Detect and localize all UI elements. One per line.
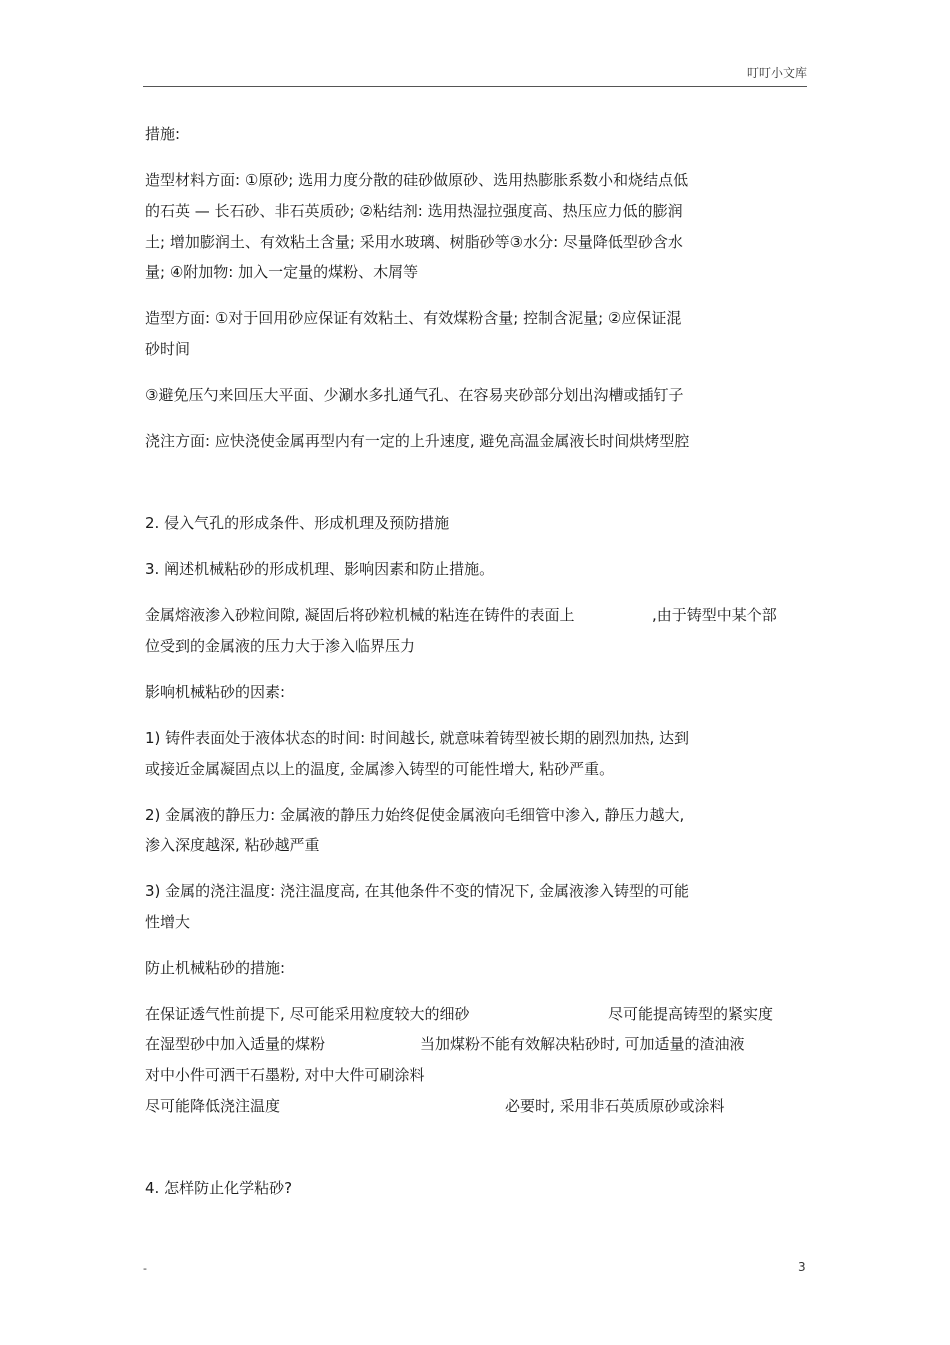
measure-item: 尽可能降低浇注温度 [145, 1097, 281, 1115]
paragraph-line: 砂时间 [145, 340, 191, 358]
paragraph-line: ③避免压勺来回压大平面、少涮水多扎通气孔、在容易夹砂部分划出沟槽或插钉子 [145, 386, 684, 404]
factor-line: 1) 铸件表面处于液体状态的时间: 时间越长, 就意味着铸型被长期的剧烈加热, 达到 [145, 729, 690, 747]
measure-item: 尽可能提高铸型的紧实度 [608, 1005, 774, 1023]
measure-item: 必要时, 采用非石英质原砂或涂料 [505, 1097, 725, 1115]
page-number: 3 [798, 1260, 806, 1274]
question-3: 3. 阐述机械粘砂的形成机理、影响因素和防止措施。 [145, 560, 495, 578]
paragraph-line: 量; ④附加物: 加入一定量的煤粉、木屑等 [145, 263, 419, 281]
mechanism-line: ,由于铸型中某个部 [652, 606, 777, 624]
factor-line: 渗入深度越深, 粘砂越严重 [145, 836, 320, 854]
factor-line: 2) 金属液的静压力: 金属液的静压力始终促使金属液向毛细管中渗入, 静压力越大, [145, 806, 685, 824]
measure-item: 对中小件可洒干石墨粉, 对中大件可刷涂料 [145, 1066, 425, 1084]
header-divider [143, 86, 807, 87]
footer-dash: - [143, 1262, 147, 1275]
factor-line: 性增大 [145, 913, 191, 931]
factor-line: 3) 金属的浇注温度: 浇注温度高, 在其他条件不变的情况下, 金属液渗入铸型的可能 [145, 882, 690, 900]
measures-heading: 措施: [145, 125, 181, 143]
mechanism-line: 位受到的金属液的压力大于渗入临界压力 [145, 637, 416, 655]
measure-item: 在保证透气性前提下, 尽可能采用粒度较大的细砂 [145, 1005, 470, 1023]
paragraph-line: 土; 增加膨润土、有效粘土含量; 采用水玻璃、树脂砂等③水分: 尽量降低型砂含水 [145, 233, 683, 251]
factor-line: 或接近金属凝固点以上的温度, 金属渗入铸型的可能性增大, 粘砂严重。 [145, 760, 615, 778]
question-2: 2. 侵入气孔的形成条件、形成机理及预防措施 [145, 514, 450, 532]
paragraph-line: 浇注方面: 应快浇使金属再型内有一定的上升速度, 避免高温金属液长时间烘烤型腔 [145, 432, 690, 450]
question-4: 4. 怎样防止化学粘砂? [145, 1179, 293, 1197]
mechanism-line: 金属熔液渗入砂粒间隙, 凝固后将砂粒机械的粘连在铸件的表面上 [145, 606, 575, 624]
paragraph-line: 造型方面: ①对于回用砂应保证有效粘土、有效煤粉含量; 控制含泥量; ②应保证混 [145, 309, 682, 327]
measure-item: 在湿型砂中加入适量的煤粉 [145, 1035, 326, 1053]
factors-heading: 影响机械粘砂的因素: [145, 683, 286, 701]
paragraph-line: 的石英 — 长石砂、非石英质砂; ②粘结剂: 选用热湿拉强度高、热压应力低的膨润 [145, 202, 683, 220]
prevent-heading: 防止机械粘砂的措施: [145, 959, 286, 977]
paragraph-line: 造型材料方面: ①原砂; 选用力度分散的硅砂做原砂、选用热膨胀系数小和烧结点低 [145, 171, 689, 189]
measure-item: 当加煤粉不能有效解决粘砂时, 可加适量的渣油液 [420, 1035, 745, 1053]
header-title: 叮叮小文库 [746, 66, 807, 80]
